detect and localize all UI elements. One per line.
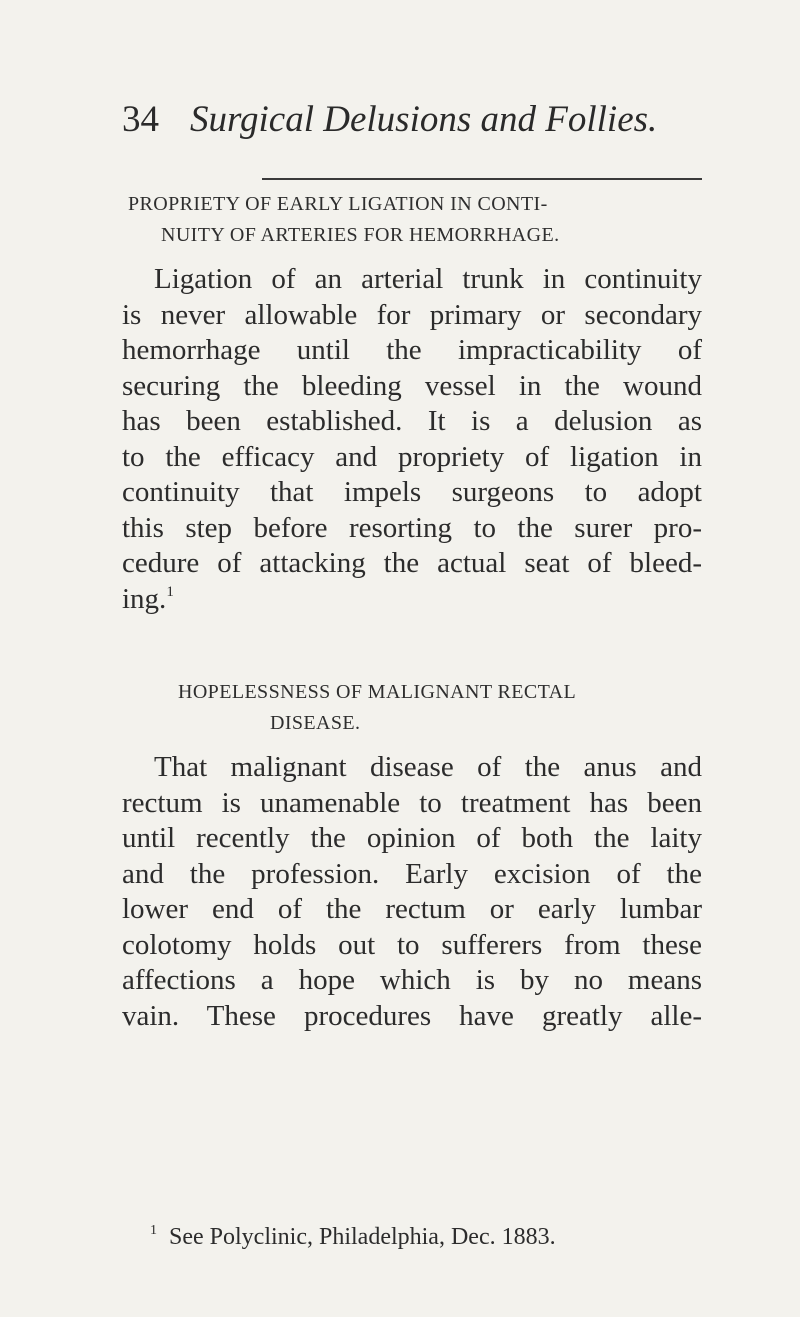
- section-heading-ligation: [128, 189, 708, 251]
- text-line: continuity that impels surgeons to adopt: [122, 476, 702, 508]
- paragraph-ligation: [122, 262, 702, 617]
- text-line: securing the bleeding vessel in the wound: [122, 369, 702, 402]
- text-line-final: [122, 582, 702, 618]
- text-line: vain. These procedures have greatly alle-: [122, 999, 702, 1032]
- text-line: colotomy holds out to sufferers from these: [122, 928, 702, 961]
- text-line: affections a hope which is by no means: [122, 964, 702, 996]
- footnote-text: See Polyclinic, Philadelphia, Dec. 1883.: [169, 1224, 556, 1250]
- text-line: rectum is unamenable to treatment has been: [122, 786, 702, 819]
- heading-line: HOPELESSNESS OF MALIGNANT RECTAL: [178, 681, 577, 703]
- text-line: That malignant disease of the anus and: [154, 751, 702, 783]
- text-line: this step before resorting to the surer pro-: [122, 511, 702, 544]
- text-line: to the efficacy and propriety of ligation in: [122, 440, 702, 473]
- footnote-reference[interactable]: 1: [166, 583, 174, 600]
- text-line: is never allowable for primary or secondary: [122, 298, 702, 331]
- header-rule: [262, 178, 702, 180]
- text-line: Ligation of an arterial trunk in continuity: [154, 263, 702, 295]
- heading-line: DISEASE.: [270, 712, 361, 734]
- paragraph-rectal-disease: [122, 750, 702, 1034]
- text-line: ing.: [122, 582, 167, 615]
- text-line: until recently the opinion of both the laity: [122, 822, 702, 854]
- text-line: and the profession. Early excision of the: [122, 857, 702, 890]
- text-line: has been established. It is a delusion as: [122, 405, 702, 437]
- heading-line: NUITY OF ARTERIES FOR HEMORRHAGE.: [161, 224, 560, 246]
- footnote: [150, 1216, 710, 1252]
- book-title: Surgical Delusions and Follies.: [190, 99, 658, 140]
- running-head: [122, 95, 702, 145]
- section-heading-rectal-disease: [178, 677, 758, 739]
- text-line: cedure of attacking the actual seat of bleed-: [122, 547, 702, 579]
- text-line: hemorrhage until the impracticability of: [122, 334, 702, 366]
- text-line: lower end of the rectum or early lumbar: [122, 893, 702, 925]
- footnote-mark: 1: [150, 1223, 157, 1238]
- page-number: 34: [122, 99, 159, 140]
- heading-line: PROPRIETY OF EARLY LIGATION IN CONTI-: [128, 193, 548, 215]
